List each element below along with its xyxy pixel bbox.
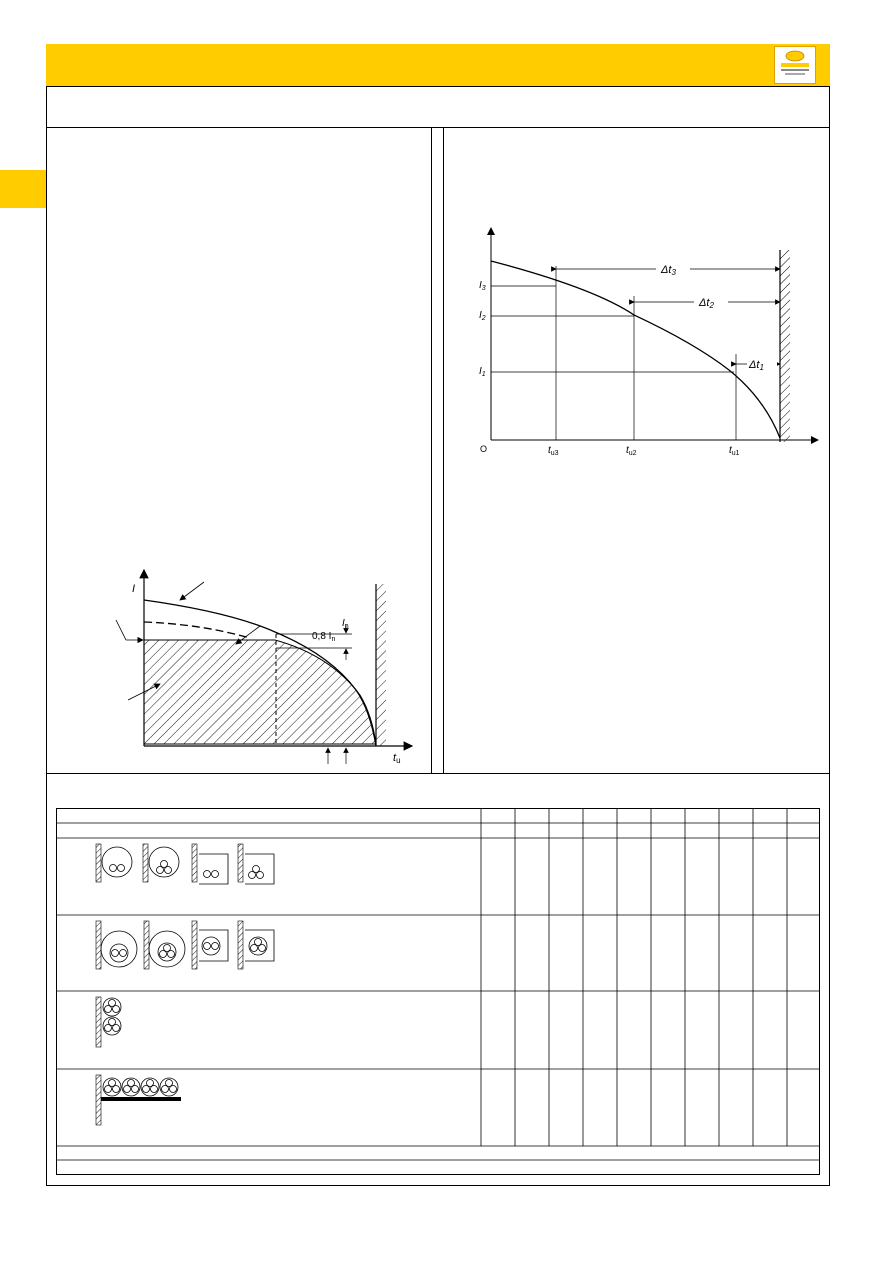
origin-label: O: [480, 444, 488, 454]
x-axis-label: tu: [393, 752, 401, 765]
i3-label: $I_3$: [479, 280, 486, 292]
installation-icons-row2: [96, 921, 274, 969]
tu1-label: $t_{u1}$: [729, 445, 740, 457]
divider: [46, 773, 830, 774]
delta-t1-label: Δt1: [749, 359, 764, 372]
installation-icons-row1: [96, 844, 274, 884]
harting-logo-icon: [774, 46, 816, 84]
curve: [491, 261, 780, 438]
y-axis-label: I: [132, 583, 136, 595]
delta-t3-label: Δt3: [661, 264, 676, 277]
coef-label: 0,8 $I_n$: [312, 631, 336, 643]
installation-icons-row3: [96, 997, 121, 1047]
right-chart: [444, 128, 829, 468]
left-chart: [100, 560, 430, 772]
installation-icons-row4: [96, 1075, 181, 1125]
in-label: $I_n$: [342, 618, 349, 630]
i1-label: $I_1$: [479, 366, 486, 378]
wall-hatch: [780, 250, 790, 442]
i2-label: $I_2$: [479, 310, 486, 322]
tu2-label: $t_{u2}$: [626, 445, 637, 457]
divider: [431, 127, 432, 773]
tu3-label: $t_{u3}$: [548, 445, 559, 457]
section-tab: [0, 170, 46, 208]
header-bar: [46, 44, 830, 86]
table-grid: [56, 808, 820, 1175]
wall-hatch: [376, 584, 386, 746]
permissible-area: [144, 640, 376, 744]
delta-t2-label: Δt2: [699, 297, 714, 310]
